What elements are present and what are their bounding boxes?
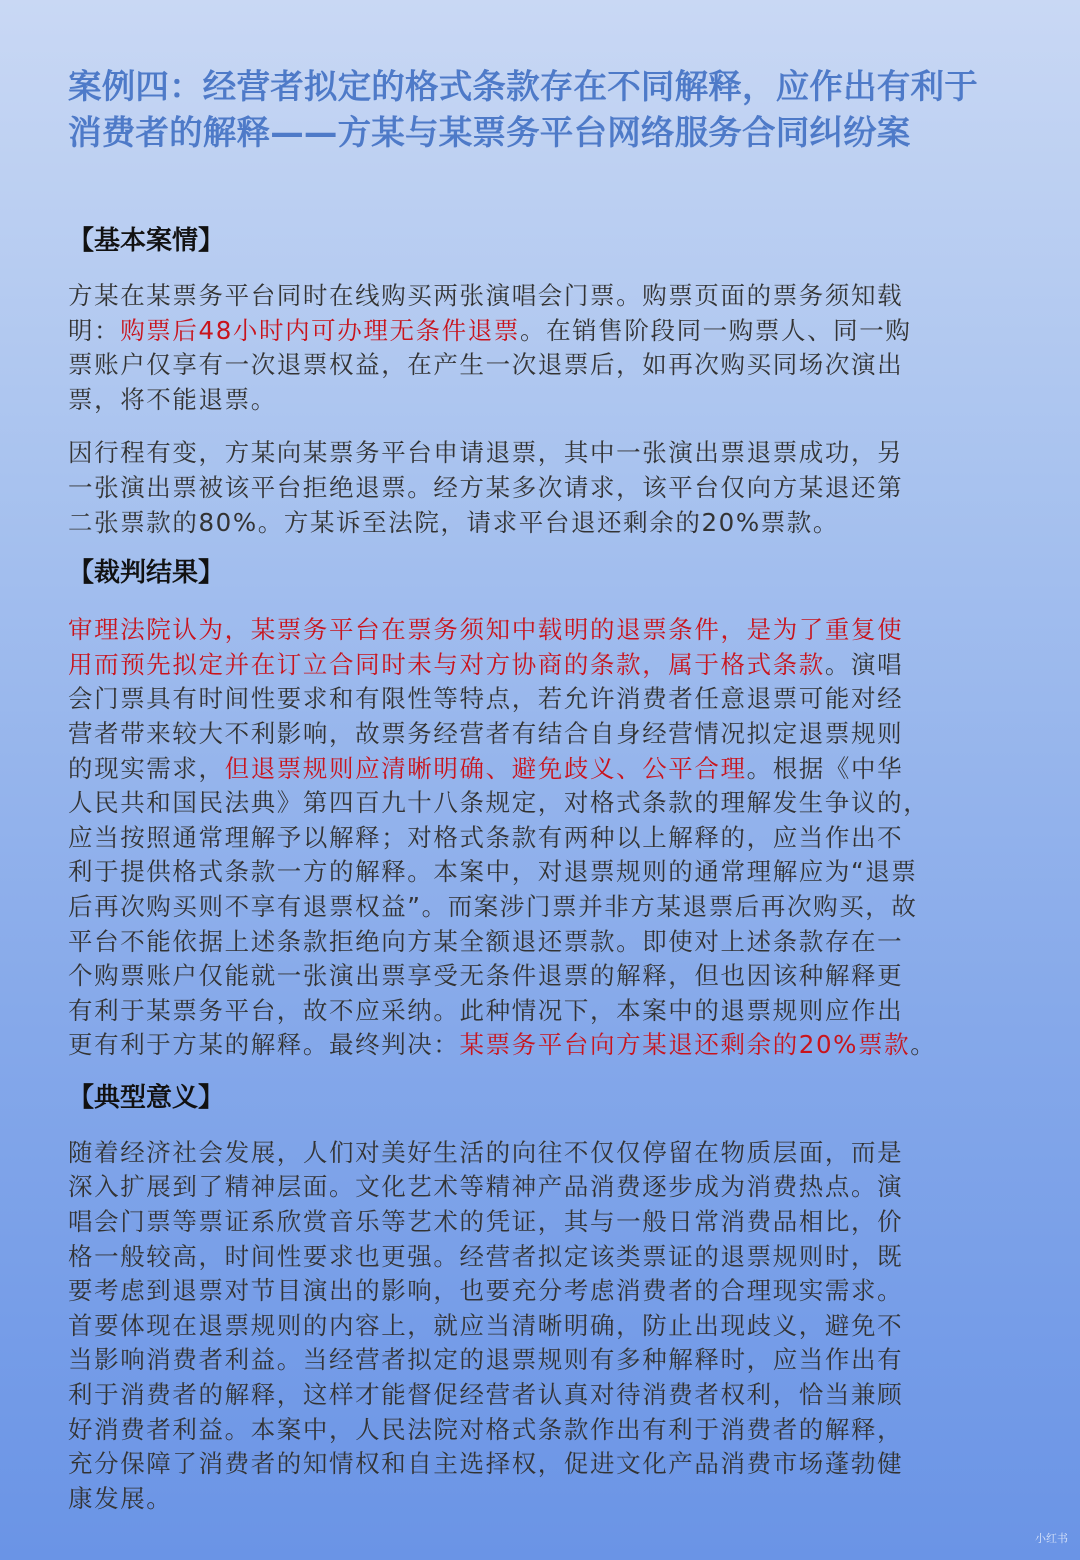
text-line: 利于消费者的解释，这样才能督促经营者认真对待消费者权利，恰当兼顾	[68, 1380, 904, 1410]
highlight-refund-condition: 购票后48小时内可办理无条件退票	[120, 315, 520, 345]
text-line: 随着经济社会发展，人们对美好生活的向往不仅仅停留在物质层面，而是	[68, 1137, 904, 1167]
section-heading-significance: 【典型意义】	[68, 1082, 225, 1113]
text-line: 有利于某票务平台，故不应采纳。此种情况下，本案中的退票规则应作出	[68, 995, 904, 1025]
section-heading-basic-facts: 【基本案情】	[68, 226, 225, 256]
text-line: 好消费者利益。本案中，人民法院对格式条款作出有利于消费者的解释，	[68, 1414, 904, 1444]
text-line: 方某在某票务平台同时在线购买两张演唱会门票。购票页面的票务须知载	[68, 281, 904, 310]
highlight-clear-rules: 但退票规则应清晰明确、避免歧义、公平合理	[224, 753, 747, 783]
title-line-1: 案例四：经营者拟定的格式条款存在不同解释，应作出有利于	[68, 67, 978, 106]
text-run: 的现实需求，	[68, 753, 225, 783]
text-line: 要考虑到退票对节目演出的影响，也要充分考虑消费者的合理现实需求。	[68, 1276, 904, 1306]
basic-facts-paragraph-1	[68, 279, 1008, 417]
text-line	[68, 752, 1008, 787]
text-line: 一张演出票被该平台拒绝退票。经方某多次请求，该平台仅向方某退还第	[68, 472, 904, 502]
text-run: 。在销售阶段同一购票人、同一购	[519, 315, 912, 345]
text-line: 康发展。	[68, 1483, 173, 1513]
text-line: 利于提供格式条款一方的解释。本案中，对退票规则的通常理解应为“退票	[68, 857, 918, 887]
text-line: 二张票款的80%。方某诉至法院，请求平台退还剩余的20%票款。	[68, 507, 840, 537]
text-line: 人民共和国民法典》第四百九十八条规定，对格式条款的理解发生争议的，	[68, 788, 930, 818]
text-line: 深入扩展到了精神层面。文化艺术等精神产品消费逐步成为消费热点。演	[68, 1172, 904, 1202]
text-line: 票账户仅享有一次退票权益，在产生一次退票后，如再次购买同场次演出	[68, 350, 904, 380]
text-run: 。演唱	[824, 649, 904, 679]
text-line: 当影响消费者利益。当经营者拟定的退票规则有多种解释时，应当作出有	[68, 1345, 904, 1375]
page-title	[68, 64, 1008, 156]
watermark: 小红书	[1035, 1532, 1068, 1545]
text-line	[68, 314, 1008, 349]
text-run: 。	[910, 1030, 937, 1060]
title-line-2: 消费者的解释——方某与某票务平台网络服务合同纠纷案	[68, 113, 911, 152]
significance-paragraph	[68, 1136, 1008, 1517]
text-line: 格一般较高，时间性要求也更强。经营者拟定该类票证的退票规则时，既	[68, 1241, 904, 1271]
text-line: 票，将不能退票。	[68, 384, 277, 414]
text-line	[68, 1028, 1008, 1063]
text-run: 。根据《中华	[746, 753, 904, 783]
text-line	[68, 648, 1008, 683]
highlight-line: 审理法院认为，某票务平台在票务须知中载明的退票条件，是为了重复使	[68, 615, 904, 645]
section-heading-judgment: 【裁判结果】	[68, 558, 225, 589]
highlight-final-ruling: 某票务平台向方某退还剩余的20%票款	[459, 1030, 911, 1060]
text-line: 平台不能依据上述条款拒绝向方某全额退还票款。即使对上述条款存在一	[68, 926, 904, 956]
text-line: 唱会门票等票证系欣赏音乐等艺术的凭证，其与一般日常消费品相比，价	[68, 1207, 904, 1237]
highlight-format-clause: 用而预先拟定并在订立合同时未与对方协商的条款，属于格式条款	[68, 649, 825, 679]
document-page	[68, 64, 1008, 1516]
basic-facts-paragraph-2	[68, 436, 1008, 540]
text-run: 更有利于方某的解释。最终判决：	[68, 1030, 460, 1060]
judgment-paragraph	[68, 613, 1008, 1063]
text-line: 因行程有变，方某向某票务平台申请退票，其中一张演出票退票成功，另	[68, 438, 904, 468]
text-line: 营者带来较大不利影响，故票务经营者有结合自身经营情况拟定退票规则	[68, 718, 904, 748]
text-line: 应当按照通常理解予以解释；对格式条款有两种以上解释的，应当作出不	[68, 822, 904, 852]
text-line: 充分保障了消费者的知情权和自主选择权，促进文化产品消费市场蓬勃健	[68, 1449, 904, 1479]
text-line: 首要体现在退票规则的内容上，就应当清晰明确，防止出现歧义，避免不	[68, 1310, 904, 1340]
text-line: 后再次购买则不享有退票权益”。而案涉门票并非方某退票后再次购买，故	[68, 891, 918, 921]
text-line: 会门票具有时间性要求和有限性等特点，若允许消费者任意退票可能对经	[68, 684, 904, 714]
text-line: 个购票账户仅能就一张演出票享受无条件退票的解释，但也因该种解释更	[68, 961, 904, 991]
text-run: 明：	[68, 315, 121, 345]
